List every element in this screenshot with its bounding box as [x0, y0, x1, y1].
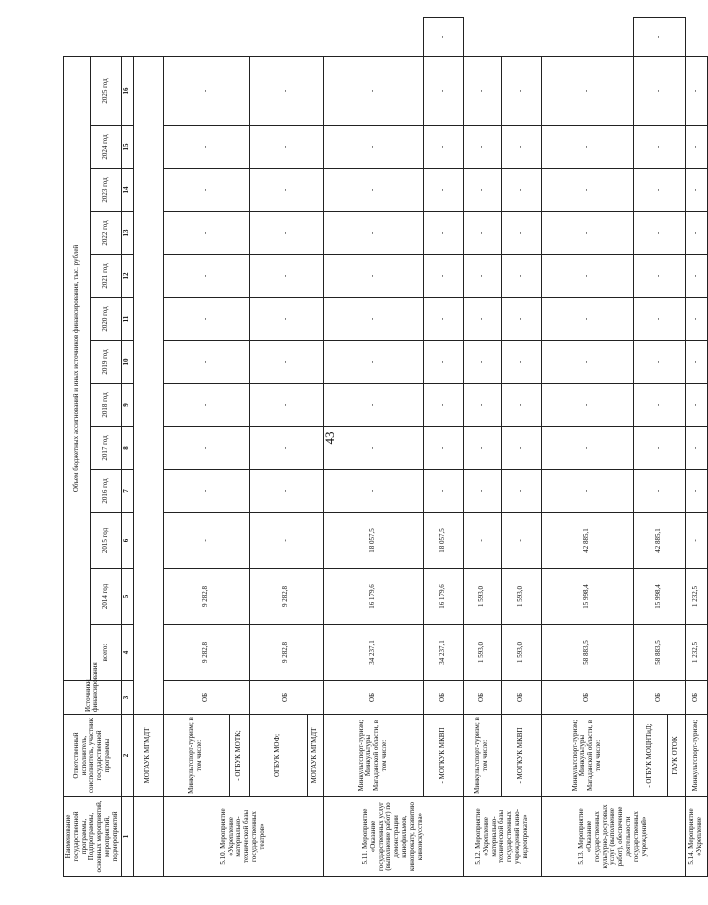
cell-source: ОБ: [633, 681, 685, 715]
cell-dash: -: [685, 341, 707, 384]
cell-dash: -: [541, 384, 633, 427]
cell-2014: 1 232,5: [685, 569, 707, 625]
cell-total: 58 883,5: [633, 625, 685, 681]
cell-dash: -: [323, 298, 423, 341]
cell-dash: -: [323, 341, 423, 384]
cell-2014: 9 282,8: [163, 569, 249, 625]
cell-dash: -: [685, 212, 707, 255]
cell-dash: -: [633, 18, 685, 57]
cell-2015: 42 885,1: [541, 513, 633, 569]
cell-name: 5.12. Мероприятие «Укрепление материально-технической базы государственных учреждений кино-видеопроката»: [463, 797, 541, 877]
cell-dash: -: [323, 126, 423, 169]
cell-dash: -: [541, 126, 633, 169]
cell-2014: 1 593,0: [463, 569, 501, 625]
cell-dash: -: [249, 470, 323, 513]
cell-dash: -: [685, 126, 707, 169]
cell-2014: 16 179,6: [423, 569, 463, 625]
cell-dash: -: [541, 427, 633, 470]
col-number: 10: [121, 341, 133, 384]
year-header: 2015 год: [90, 513, 121, 569]
cell-dash: -: [249, 56, 323, 125]
cell-dash: -: [163, 384, 249, 427]
cell-source: ОБ: [463, 681, 501, 715]
header-volume: Объем бюджетных ассигнований и иных источников финансирования, тыс. рублей: [64, 56, 91, 680]
cell-dash: -: [163, 427, 249, 470]
cell-dash: -: [249, 513, 323, 569]
cell-dash: -: [501, 298, 541, 341]
cell-dash: -: [163, 169, 249, 212]
year-header: 2017 год: [90, 427, 121, 470]
cell-dash: -: [501, 384, 541, 427]
cell-dash: -: [423, 126, 463, 169]
col-number: 1: [121, 797, 133, 877]
col-number: 14: [121, 169, 133, 212]
cell-dash: -: [163, 298, 249, 341]
cell-dash: -: [163, 513, 249, 569]
cell-dash: -: [633, 255, 685, 298]
cell-dash: -: [423, 212, 463, 255]
cell-dash: -: [501, 126, 541, 169]
cell-dash: -: [633, 470, 685, 513]
year-header: 2022 год: [90, 212, 121, 255]
cell-dash: -: [249, 169, 323, 212]
cell-source: ОБ: [423, 681, 463, 715]
cell-dash: -: [463, 384, 501, 427]
cell-dash: -: [163, 255, 249, 298]
cell-2014: 16 179,6: [323, 569, 423, 625]
cell-total: 1 232,5: [685, 625, 707, 681]
cell-executor: Минкультспорт-туризм; Минкультуры Магаданской области, в том числе:: [323, 715, 423, 797]
table-row: [685, 18, 707, 877]
cell-dash: -: [249, 384, 323, 427]
cell-total: 1 593,0: [463, 625, 501, 681]
col-number: 13: [121, 212, 133, 255]
cell-dash: -: [541, 470, 633, 513]
cell-dash: -: [423, 298, 463, 341]
year-header: 2023 год: [90, 169, 121, 212]
cell-executor: ГАУК ОТОК: [667, 715, 685, 797]
cell-dash: -: [423, 18, 463, 57]
cell-dash: -: [463, 169, 501, 212]
cell-dash: -: [501, 470, 541, 513]
cell-dash: -: [323, 255, 423, 298]
cell-dash: -: [423, 427, 463, 470]
cell-dash: -: [463, 427, 501, 470]
table-row: [501, 18, 541, 877]
cell-dash: -: [501, 169, 541, 212]
header-source: Источники финансирования: [64, 681, 122, 715]
cell-dash: -: [463, 255, 501, 298]
cell-dash: -: [541, 169, 633, 212]
cell-dash: -: [163, 126, 249, 169]
cell-2014: 15 998,4: [541, 569, 633, 625]
table-row: [133, 18, 163, 877]
cell-source: ОБ: [323, 681, 423, 715]
column-numbers-row: [121, 18, 133, 877]
cell-dash: -: [323, 169, 423, 212]
cell-dash: -: [633, 212, 685, 255]
cell-dash: -: [685, 427, 707, 470]
cell-dash: -: [323, 384, 423, 427]
cell-dash: -: [685, 169, 707, 212]
cell-source: ОБ: [163, 681, 249, 715]
cell-name: 5.10. Мероприятие «Укрепление материально-технической базы государственных театров»: [163, 797, 323, 877]
cell-executor: Минкультспорт-туризм;: [685, 715, 707, 797]
table-row: [633, 18, 667, 877]
cell-dash: -: [541, 298, 633, 341]
cell-dash: -: [501, 56, 541, 125]
cell-dash: -: [323, 470, 423, 513]
cell-dash: -: [685, 513, 707, 569]
table-row: [541, 18, 633, 877]
table-row: [423, 18, 463, 877]
table-row: [249, 18, 307, 877]
cell-dash: -: [501, 427, 541, 470]
cell-name: 5.11. Мероприятие «Оказание государственных услуг (выполнение работ) по демонстрации кинофильмов, кинопрокату, развитию киноискусства»: [323, 797, 463, 877]
cell-dash: -: [163, 341, 249, 384]
cell-dash: -: [685, 384, 707, 427]
year-header: 2021 год: [90, 255, 121, 298]
cell-dash: -: [685, 298, 707, 341]
col-number: 16: [121, 56, 133, 125]
cell-total: 58 883,5: [541, 625, 633, 681]
cell-dash: -: [633, 341, 685, 384]
cell-dash: -: [685, 470, 707, 513]
cell-executor: Минкультспорт-туризм; в том числе:: [163, 715, 229, 797]
cell-dash: -: [501, 513, 541, 569]
cell-dash: -: [163, 470, 249, 513]
cell-executor: МОГАУК МГМДТ: [133, 715, 163, 797]
table-row: [163, 18, 229, 877]
cell-dash: -: [463, 56, 501, 125]
cell-dash: -: [249, 427, 323, 470]
col-number: 6: [121, 513, 133, 569]
cell-dash: -: [323, 56, 423, 125]
cell-dash: -: [463, 126, 501, 169]
cell-executor: - МОГКУК МКВП: [423, 715, 463, 797]
cell-dash: -: [541, 341, 633, 384]
cell-dash: -: [463, 470, 501, 513]
cell-source: ОБ: [685, 681, 707, 715]
cell-name: 5.14. Мероприятие «Укрепление: [685, 797, 707, 877]
cell-dash: -: [463, 341, 501, 384]
rotated-page: [63, 17, 704, 877]
col-number: 3: [121, 681, 133, 715]
cell-executor: Минкультспорт-туризм; в том числе:: [463, 715, 501, 797]
cell-dash: -: [249, 126, 323, 169]
cell-dash: -: [501, 255, 541, 298]
year-header: 2024 год: [90, 126, 121, 169]
year-header: 2018 год: [90, 384, 121, 427]
cell-2014: 15 998,4: [633, 569, 685, 625]
cell-executor: Минкультспорт-туризм; Минкультуры Магаданской области, в том числе:: [541, 715, 633, 797]
cell-source: ОБ: [501, 681, 541, 715]
cell-total: 9 282,8: [163, 625, 249, 681]
cell-dash: -: [423, 341, 463, 384]
cell-dash: -: [541, 255, 633, 298]
cell-dash: -: [423, 169, 463, 212]
col-number: 7: [121, 470, 133, 513]
cell-executor: МОГАУК МГМДТ: [307, 715, 323, 797]
year-header: 2020 год: [90, 298, 121, 341]
cell-dash: -: [423, 56, 463, 125]
year-header: 2019 год: [90, 341, 121, 384]
cell-dash: -: [249, 212, 323, 255]
cell-dash: -: [633, 298, 685, 341]
cell-empty: [133, 56, 163, 714]
financing-table: [63, 17, 708, 877]
cell-dash: -: [541, 56, 633, 125]
cell-executor: - ОГБУК МОТК;: [229, 715, 249, 797]
cell-dash: -: [633, 384, 685, 427]
cell-dash: -: [423, 384, 463, 427]
cell-dash: -: [501, 341, 541, 384]
page-number: 43: [322, 431, 337, 445]
cell-total: 34 237,1: [323, 625, 423, 681]
cell-dash: -: [249, 255, 323, 298]
col-number: 9: [121, 384, 133, 427]
cell-dash: -: [423, 470, 463, 513]
header-executor: Ответственный исполнитель, соисполнитель, участник государственной программы: [64, 715, 122, 797]
cell-name: [133, 797, 163, 877]
cell-dash: -: [541, 212, 633, 255]
cell-executor: - МОГКУК МКВП: [501, 715, 541, 797]
col-number: 8: [121, 427, 133, 470]
cell-total: 34 237,1: [423, 625, 463, 681]
cell-dash: -: [633, 126, 685, 169]
col-number: 11: [121, 298, 133, 341]
col-number: 4: [121, 625, 133, 681]
col-number: 2: [121, 715, 133, 797]
cell-executor: - ОГБУК МОЦНТиД;: [633, 715, 667, 797]
cell-name: 5.13. Мероприятие «Оказание государственных культурно-досуговых услуг (выполнение работ), обеспечение деятельности государственных учреждений»: [541, 797, 685, 877]
cell-dash: -: [163, 56, 249, 125]
cell-dash: -: [463, 298, 501, 341]
cell-dash: -: [685, 255, 707, 298]
col-number: 5: [121, 569, 133, 625]
cell-executor: ОГБУК МОФ;: [249, 715, 307, 797]
cell-2015: 42 885,1: [633, 513, 685, 569]
cell-dash: -: [633, 427, 685, 470]
year-header: всего:: [90, 625, 121, 681]
cell-source: ОБ: [541, 681, 633, 715]
cell-source: ОБ: [249, 681, 323, 715]
cell-2015: 18 057,5: [323, 513, 423, 569]
cell-2014: 1 593,0: [501, 569, 541, 625]
year-header: 2025 год: [90, 56, 121, 125]
header-name: Наименование государственной программы, Подпрограммы, основных мероприятий, мероприятий, подмероприятий: [64, 797, 122, 877]
cell-2014: 9 282,8: [249, 569, 323, 625]
cell-dash: -: [423, 255, 463, 298]
cell-2015: 18 057,5: [423, 513, 463, 569]
year-header: 2016 год: [90, 470, 121, 513]
cell-dash: -: [163, 212, 249, 255]
cell-dash: -: [685, 56, 707, 125]
table-row: [463, 18, 501, 877]
year-header: 2014 год: [90, 569, 121, 625]
table-row: [323, 18, 423, 877]
cell-dash: -: [463, 513, 501, 569]
cell-dash: -: [501, 212, 541, 255]
col-number: 12: [121, 255, 133, 298]
cell-dash: -: [249, 298, 323, 341]
cell-dash: -: [633, 56, 685, 125]
cell-total: 9 282,8: [249, 625, 323, 681]
cell-dash: -: [463, 212, 501, 255]
col-number: 15: [121, 126, 133, 169]
cell-dash: -: [323, 212, 423, 255]
cell-dash: -: [633, 169, 685, 212]
cell-total: 1 593,0: [501, 625, 541, 681]
cell-dash: -: [249, 341, 323, 384]
cell-dash: -: [323, 427, 423, 470]
